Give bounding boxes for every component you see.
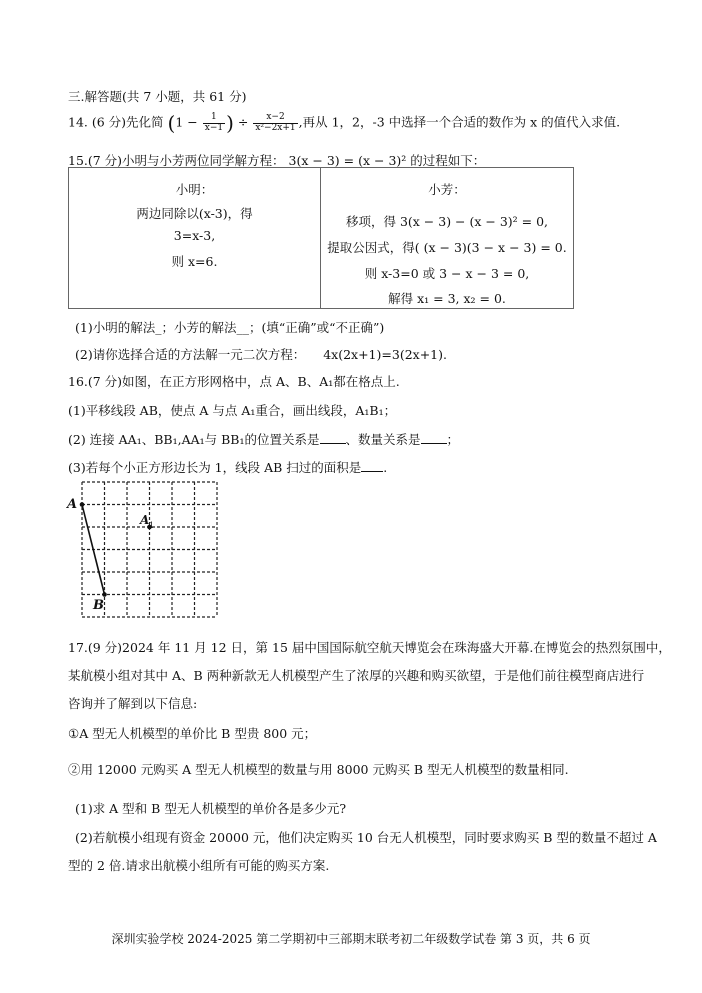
q15-part-1: (1)小明的解法_；小芳的解法__；(填“正确”或“不正确”) xyxy=(75,320,385,335)
xiaofang-line-2: 提取公因式，得( (x − 3)(3 − x − 3) = 0. xyxy=(327,240,567,255)
q15-prefix: 15.(7 分)小明与小芳两位同学解方程： xyxy=(68,153,285,168)
q15-part-2-equation: 4x(2x+1)=3(2x+1). xyxy=(323,347,447,362)
q17-part-1: (1)求 A 型和 B 型无人机模型的单价各是多少元? xyxy=(75,801,347,816)
label-A1: A xyxy=(140,513,150,527)
q16-grid-figure xyxy=(66,478,238,620)
q17-line-3: 咨询并了解到以下信息: xyxy=(68,696,198,711)
label-B: B xyxy=(93,598,104,613)
xiaofang-line-1: 移项，得 3(x − 3) − (x − 3)² = 0, xyxy=(345,214,549,229)
q14-fraction-1: $\frac{1}{x-1}$ xyxy=(204,112,224,133)
q14-divide: ÷ xyxy=(237,114,249,130)
xiaoming-line-1: 两边同除以(x-3)，得 xyxy=(136,206,253,221)
q14-fraction-2: $\frac{x-2}{\text{x²−2x+1}}$ xyxy=(255,112,296,133)
q17-info-1: ①A 型无人机模型的单价比 B 型贵 800 元； xyxy=(68,726,317,741)
q15-part-2-label: (2)请你选择合适的方法解一元二次方程： xyxy=(75,347,306,362)
q15-equation: 3(x − 3) = (x − 3)² 的过程如下： xyxy=(288,153,486,168)
label-A: A xyxy=(67,497,78,512)
question-14: 14. (6 分)先化简 (1 − $\frac{1}{x-1}$ ) ÷ $\frac{x-2}{\text{x²−2x+1}}$ ,再从 1，2，-3 中选择一个合适的数作为 x 的值代入求值. xyxy=(68,111,621,135)
xiaofang-line-4: 解得 x₁ = 3, x₂ = 0. xyxy=(388,291,506,306)
q17-line-2: 某航模小组对其中 A、B 两种新款无人机模型产生了浓厚的兴趣和购买欲望，于是他们前往模型商店进行 xyxy=(68,668,645,683)
q16-part-2: (2) 连接 AA₁、BB₁,AA₁与 BB₁的位置关系是 、数量关系是 ； xyxy=(68,432,460,447)
q16-part-3: (3)若每个小正方形边长为 1，线段 AB 扫过的面积是 . xyxy=(68,460,388,475)
xiaofang-line-3: 则 x-3=0 或 3 − x − 3 = 0, xyxy=(364,266,530,281)
q16-intro: 16.(7 分)如图，在正方形网格中，点 A、B、A₁都在格点上. xyxy=(68,374,400,389)
xiaofang-title: 小芳： xyxy=(428,182,466,197)
q14-suffix: ,再从 1，2，-3 中选择一个合适的数作为 x 的值代入求值. xyxy=(298,114,621,130)
section-heading: 三.解答题(共 7 小题，共 61 分) xyxy=(68,89,247,104)
answer-blank xyxy=(361,471,383,472)
q14-prefix: 14. (6 分)先化简 xyxy=(68,114,164,130)
xiaoming-line-2: 3=x-3, xyxy=(173,228,216,243)
question-15-stem xyxy=(68,153,485,168)
dashed-grid xyxy=(82,482,217,617)
xiaoming-line-3: 则 x=6. xyxy=(171,254,218,269)
segment-AB xyxy=(82,505,105,595)
answer-blank xyxy=(320,443,346,444)
q17-part-2-line-2: 型的 2 倍.请求出航模小组所有可能的购买方案. xyxy=(68,858,330,873)
xiaoming-title: 小明： xyxy=(175,182,214,197)
q15-part-2 xyxy=(75,347,447,362)
q16-part-1: (1)平移线段 AB，使点 A 与点 A₁重合，画出线段，A₁B₁； xyxy=(68,403,397,418)
label-A1-subscript: 1 xyxy=(149,521,155,530)
q15-solution-table xyxy=(68,167,574,309)
q14-minus: − xyxy=(187,114,198,130)
q17-info-2: ②用 12000 元购买 A 型无人机模型的数量与用 8000 元购买 B 型无人机模型的数量相同. xyxy=(68,762,569,777)
page-footer: 深圳实验学校 2024-2025 第二学期初中三部期末联考初二年级数学试卷 第 3 页，共 6 页 xyxy=(111,932,591,946)
answer-blank xyxy=(421,443,447,444)
q17-line-1: 17.(9 分)2024 年 11 月 12 日，第 15 届中国国际航空航天博览会在珠海盛大开幕.在博览会的热烈氛围中， xyxy=(68,640,671,655)
point-B xyxy=(102,592,107,597)
q17-part-2-line-1: (2)若航模小组现有资金 20000 元，他们决定购买 10 台无人机模型，同时要求购买 B 型的数量不超过 A xyxy=(75,830,657,845)
point-A xyxy=(80,502,85,507)
q14-one: 1 xyxy=(175,114,184,130)
